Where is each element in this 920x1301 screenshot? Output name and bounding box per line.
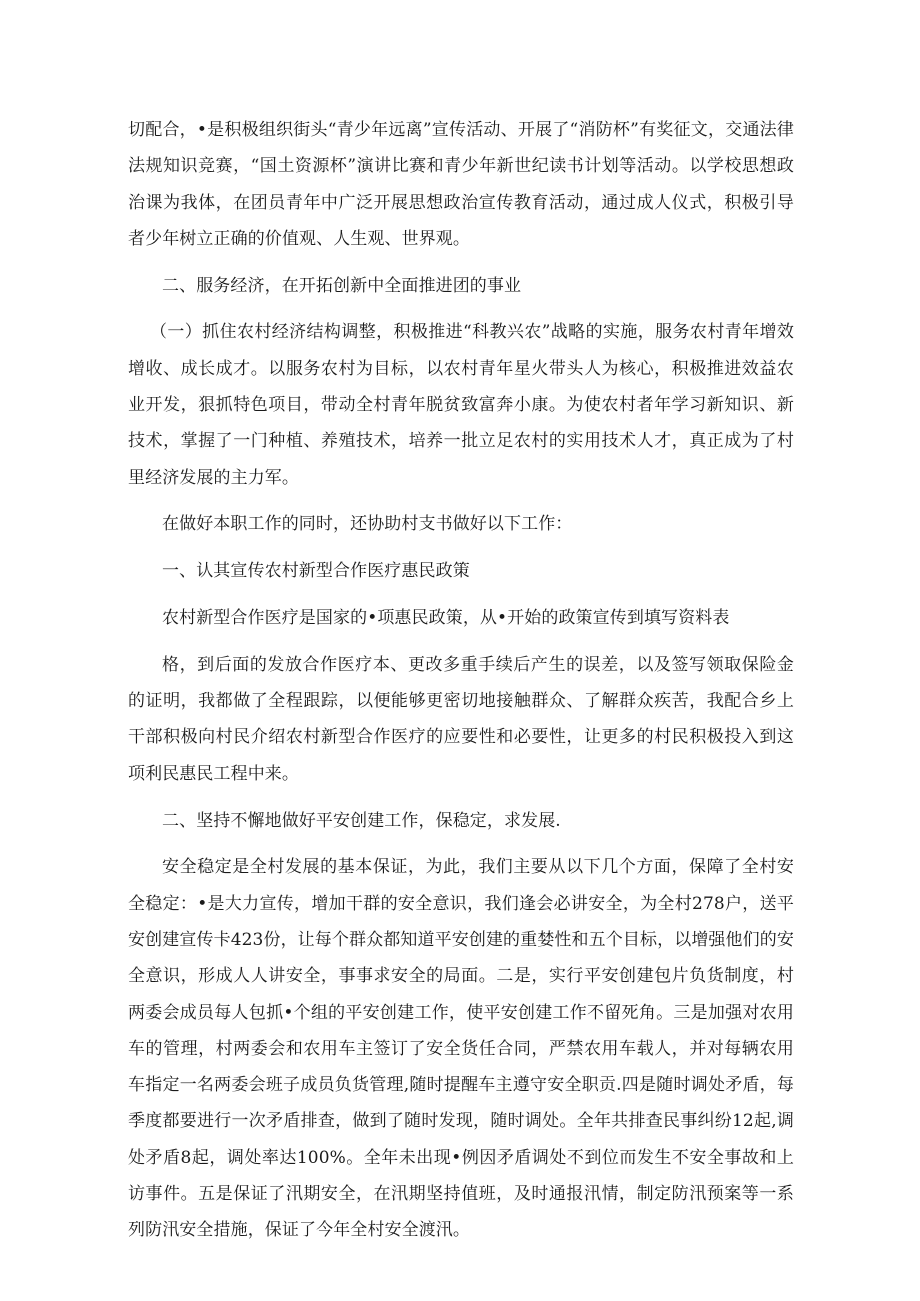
paragraph-medical-policy-line: 农村新型合作医疗是国家的•项惠民政策，从•开始的政策宣传到填写资料表	[162, 608, 730, 629]
paragraph-safety-detail: 安全稳定是全村发展的基本保证，为此，我们主要从以下几个方面，保障了全村安全稳定：•是大力宣传，增加干群的安全意识，我们逢会必讲安全，为全村278户，送平安创建宣传卡423份，让每个群众都知道平安创建的重婪性和五个目标，以增强他们的安全意识，形成人人讲安全，事事求安全的局面。二是，实行平安创建包片负货制度，村两委会成员每人包抓•个组的平安创建工作，使平安创建工作不留死角。三是加强对农用车的管理，村两委会和农用车主签订了安全货任合同，严禁农用车载人，并对每辆农用车指定一名两委会班子成员负货管理,随时提醒车主遵守安全职贡.四是随时调处矛盾，每季度都要进行一次矛盾排查，做到了随时发现，随时调处。全年共排查民事纠纷12起,调处矛盾8起，调处率达100%。全年未出现•例因矛盾调处不到位而发生不安全事故和上访事件。五是保证了汛期安全，在汛期坚持值班，及时通报汛情，制定防汛预案等一系列防汛安全措施，保证了今年全村安全渡汛。	[128, 857, 794, 1241]
heading-safety-creation: 二、坚持不懈地做好平安创建工作，保稳定，求发展.	[162, 810, 561, 831]
paragraph-other-work-intro: 在做好本职工作的同时，还协助村支书做好以下工作：	[162, 514, 573, 535]
heading-serve-economy: 二、服务经济，在开拓创新中全面推进团的事业	[162, 275, 522, 296]
paragraph-rural-economy: （一）抓住农村经济结构调整，积极推进“科教兴农”战略的实施，服务农村青年增效增收、成长成才。以服务农村为目标，以农村青年星火带头人为核心，积极推进效益农业开发，狠抓特色项目，带动全村青年脱贫致富奔小康。为使农村者年学习新知识、新技术，掌握了一门种植、养殖技术，培养一批立足农村的实用技术人才，真正成为了村里经济发展的主力军。	[128, 322, 794, 488]
paragraph-medical-policy-detail: 格，到后面的发放合作医疗本、更改多重手续后产生的误差，以及签写领取保险金的证明，我都做了全程跟踪，以便能够更密切地接触群众、了解群众疾苦，我配合乡上干部积极向村民介绍农村新型合作医疗的应要性和必要性，让更多的村民积极投入到这项利民惠民工程中来。	[128, 654, 794, 784]
document-body	[128, 112, 794, 1259]
heading-medical-policy: 一、认其宣传农村新型合作医疗惠民政策	[162, 561, 470, 582]
paragraph-youth-activities: 切配合，•是积极组织街头“青少年远离”宣传活动、开展了“消防杯”有奖征文，交通法律法规知识竞赛，“国土资源杯”演讲比赛和青少年新世纪读书计划等活动。以学校思想政治课为我体，在团员青年中广泛开展思想政治宣传教育活动，通过成人仪式，积极引导者少年树立正确的价值观、人生观、世界观。	[128, 120, 794, 249]
